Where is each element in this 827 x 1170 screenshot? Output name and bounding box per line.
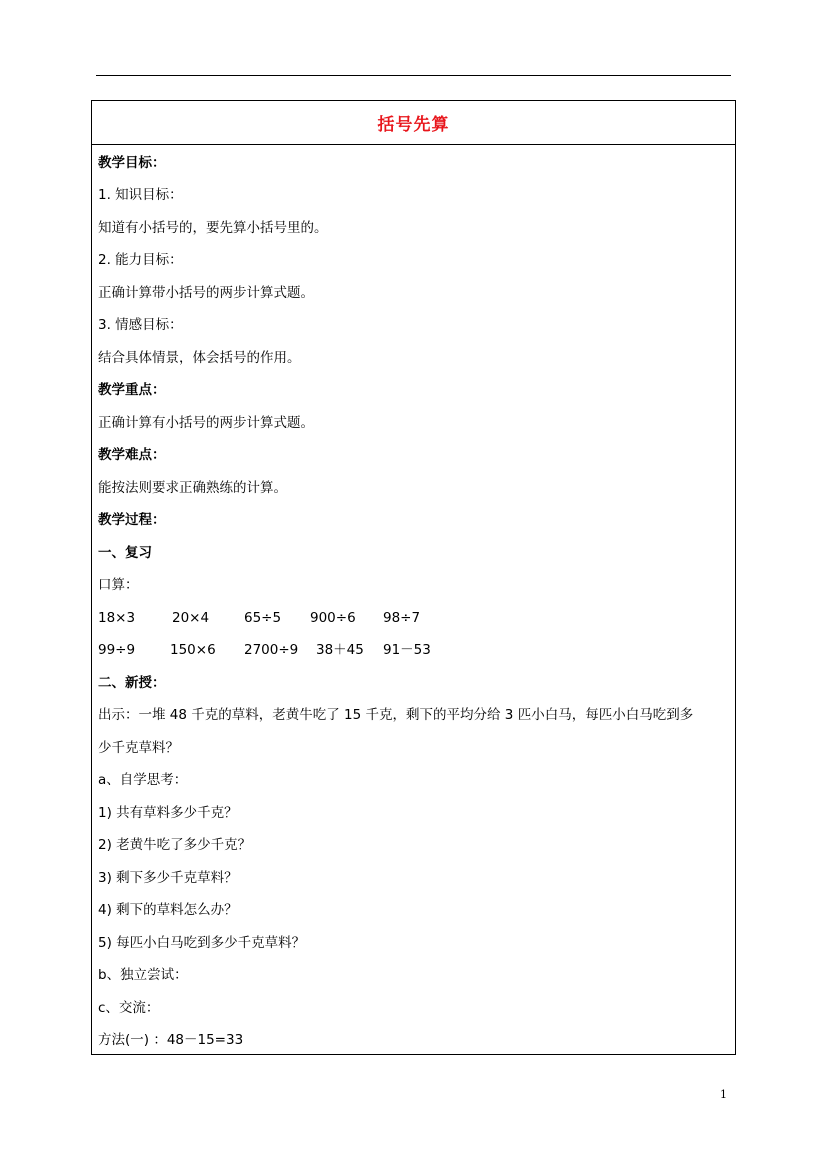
knowledge-objective-title: 1. 知识目标： — [98, 187, 183, 203]
question-5: 5) 每匹小白马吃到多少千克草料？ — [98, 935, 306, 951]
oral-calc-row-2 — [98, 640, 498, 660]
ability-objective-title: 2. 能力目标： — [98, 252, 183, 268]
calc-item: 150×6 — [170, 642, 216, 658]
key-point-heading: 教学重点： — [98, 382, 166, 398]
calc-item: 99÷9 — [98, 642, 136, 658]
question-2: 2) 老黄牛吃了多少千克？ — [98, 837, 252, 853]
header-rule — [96, 75, 731, 76]
independent-try-heading: b、独立尝试： — [98, 967, 188, 983]
oral-calc-label: 口算： — [98, 577, 139, 593]
calc-item: 98÷7 — [383, 610, 421, 626]
calc-item: 18×3 — [98, 610, 136, 626]
process-heading: 教学过程： — [98, 512, 166, 528]
question-1: 1) 共有草料多少千克？ — [98, 805, 238, 821]
question-4: 4) 剩下的草料怎么办？ — [98, 902, 238, 918]
calc-item: 91－53 — [383, 642, 431, 658]
review-heading: 一、复习 — [98, 545, 152, 561]
oral-calc-row-1 — [98, 608, 498, 628]
calc-item: 20×4 — [172, 610, 210, 626]
self-study-heading: a、自学思考： — [98, 772, 188, 788]
calc-item: 38＋45 — [316, 642, 364, 658]
objectives-heading: 教学目标： — [98, 155, 166, 171]
question-3: 3) 剩下多少千克草料？ — [98, 870, 238, 886]
new-lesson-heading: 二、新授： — [98, 675, 166, 691]
ability-objective-text: 正确计算带小括号的两步计算式题。 — [98, 285, 314, 301]
problem-text-line-1: 出示：一堆 48 千克的草料，老黄牛吃了 15 千克，剩下的平均分给 3 匹小白马，每匹小白马吃到多 — [98, 707, 694, 723]
key-point-text: 正确计算有小括号的两步计算式题。 — [98, 415, 314, 431]
calc-item: 65÷5 — [244, 610, 282, 626]
emotion-objective-text: 结合具体情景，体会括号的作用。 — [98, 350, 301, 366]
calc-item: 2700÷9 — [244, 642, 299, 658]
calc-item: 900÷6 — [310, 610, 356, 626]
emotion-objective-title: 3. 情感目标： — [98, 317, 183, 333]
problem-text-line-2: 少千克草料？ — [98, 740, 179, 756]
title-cell — [92, 101, 735, 145]
difficulty-text: 能按法则要求正确熟练的计算。 — [98, 480, 287, 496]
page-number: 1 — [720, 1088, 727, 1101]
lesson-table — [91, 100, 736, 1055]
knowledge-objective-text: 知道有小括号的，要先算小括号里的。 — [98, 220, 328, 236]
exchange-heading: c、交流： — [98, 1000, 160, 1016]
difficulty-heading: 教学难点： — [98, 447, 166, 463]
lesson-title: 括号先算 — [377, 115, 450, 135]
method-one: 方法(一) ：48－15=33 — [98, 1032, 244, 1048]
